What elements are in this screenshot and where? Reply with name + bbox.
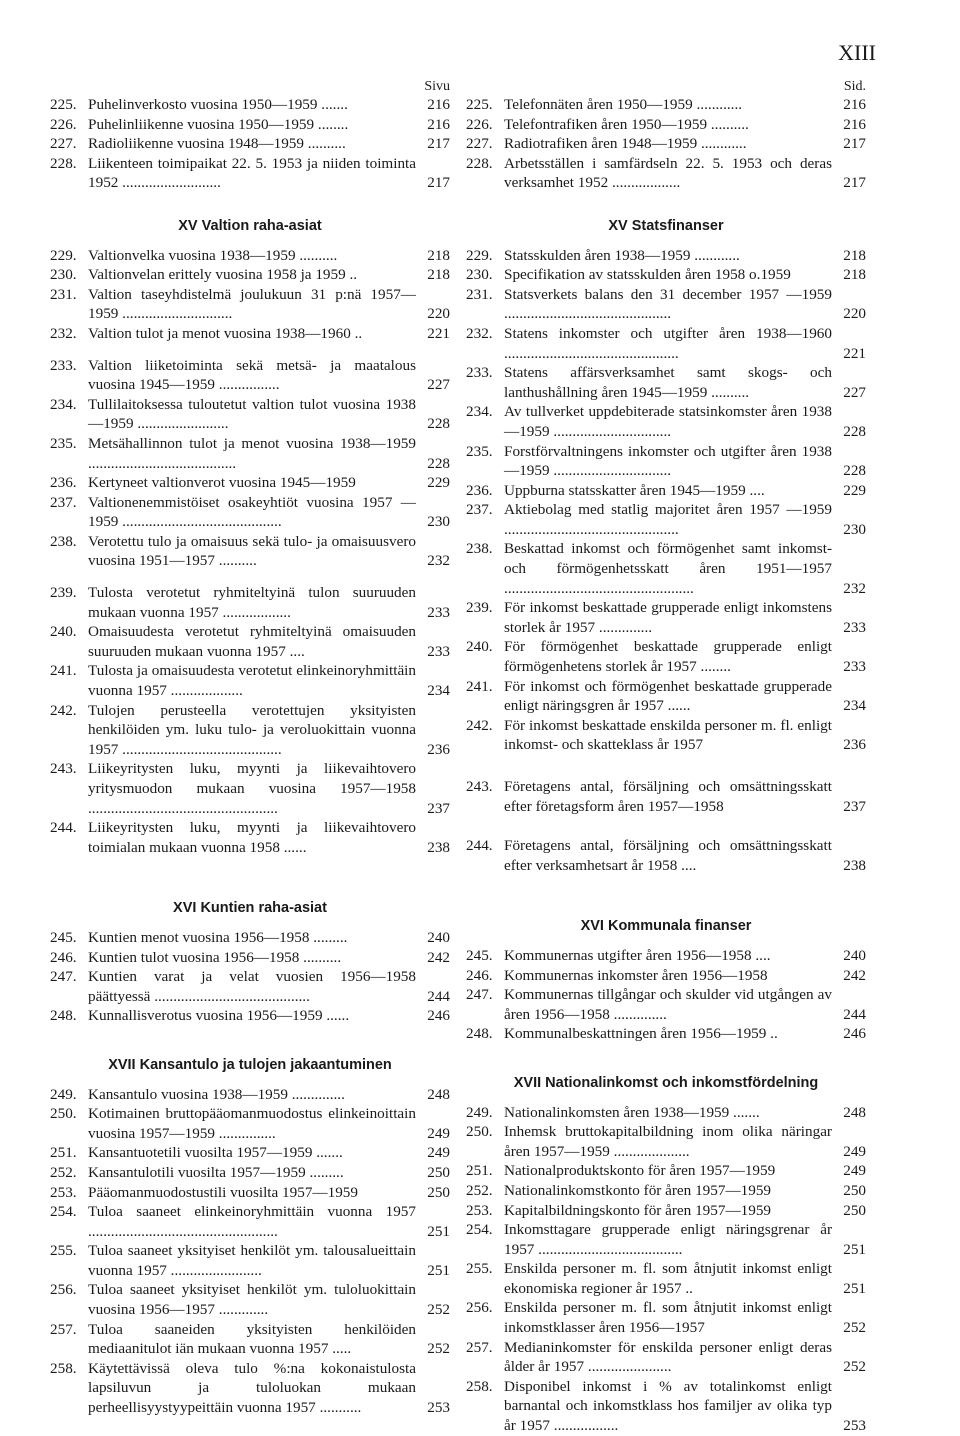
entry-number: 236. <box>50 474 77 492</box>
toc-entry <box>466 1181 866 1201</box>
entry-title: Valtion tulot ja menot vuosina 1938—1960 .. <box>88 324 363 342</box>
entry-title: Liikeyritysten luku, myynti ja liikevaihtovero yritysmuodon mukaan vuosina 1957—1958 .................................................. <box>88 760 416 817</box>
entry-page: 229 <box>843 481 866 499</box>
toc-entry <box>466 442 866 481</box>
toc-entry <box>466 285 866 324</box>
entry-title: Valtionvelan erittely vuosina 1958 ja 1959 .. <box>88 266 358 284</box>
toc-entry <box>466 1220 866 1259</box>
entry-number: 243. <box>50 760 77 778</box>
entry-title: Kansantulotili vuosilta 1957—1959 ......... <box>88 1163 344 1181</box>
page-number: XIII <box>838 40 876 65</box>
entry-title: Företagens antal, försäljning och omsättningsskatt efter verksamhetsart år 1958 .... <box>504 837 832 874</box>
page-column-label: Sivu <box>424 79 450 94</box>
entry-page: 216 <box>843 115 866 133</box>
toc-entry <box>50 324 450 344</box>
entry-number: 246. <box>50 948 77 966</box>
toc-entry <box>50 1163 450 1183</box>
toc-entry <box>50 1143 450 1163</box>
heading-spacer <box>466 237 866 246</box>
entry-number: 225. <box>50 96 77 113</box>
section-heading: XVII Kansantulo ja tulojen jakaantuminen <box>108 1056 392 1073</box>
entry-page: 232 <box>843 579 866 597</box>
entry-number: 226. <box>50 115 77 133</box>
entry-page: 229 <box>427 474 450 492</box>
entry-number: 235. <box>50 434 77 452</box>
entry-page: 240 <box>843 946 866 964</box>
entry-page: 253 <box>427 1399 450 1417</box>
heading-spacer <box>466 937 866 946</box>
page-column-label: Sid. <box>843 79 866 94</box>
entry-number: 236. <box>466 481 493 499</box>
toc-entry <box>50 154 450 193</box>
swedish-column <box>466 77 866 1436</box>
entry-title: Företagens antal, försäljning och omsättningsskatt efter företagsform åren 1957—1958 <box>504 778 832 815</box>
entry-page: 218 <box>427 246 450 264</box>
toc-entry <box>466 1259 866 1298</box>
toc-entry <box>50 1183 450 1203</box>
entry-title: Specifikation av statsskulden åren 1958 o.1959 <box>504 266 791 284</box>
toc-entry <box>50 246 450 266</box>
entry-page: 249 <box>843 1142 866 1160</box>
entry-page: 217 <box>843 174 866 192</box>
entry-number: 245. <box>50 928 77 946</box>
toc-entry <box>466 134 866 154</box>
toc-entry <box>50 1085 450 1105</box>
entry-page: 220 <box>843 305 866 323</box>
entry-number: 232. <box>466 324 493 342</box>
entry-number: 238. <box>466 540 493 558</box>
entry-title: Inhemsk bruttokapitalbildning inom olika näringar åren 1957—1959 .................... <box>504 1123 832 1160</box>
entry-title: Tulosta verotetut ryhmiteltyinä tulon suuruuden mukaan vuonna 1957 .................. <box>88 584 416 621</box>
toc-entry <box>50 701 450 760</box>
entry-number: 255. <box>50 1242 77 1260</box>
entry-number: 242. <box>50 701 77 719</box>
entry-number: 229. <box>466 246 493 264</box>
entry-number: 243. <box>466 778 493 795</box>
entry-number: 231. <box>466 285 493 303</box>
entry-page: 228 <box>427 415 450 433</box>
entry-title: Puhelinverkosto vuosina 1950—1959 ....... <box>88 96 348 113</box>
entry-title: Metsähallinnon tulot ja menot vuosina 1938—1959 ....................................... <box>88 434 416 472</box>
toc-entry <box>466 1298 866 1337</box>
entry-number: 231. <box>50 285 77 303</box>
entry-number: 250. <box>466 1123 493 1141</box>
heading-spacer <box>50 919 450 928</box>
entry-page: 227 <box>843 383 866 401</box>
entry-page: 217 <box>427 174 450 192</box>
entry-title: Disponibel inkomst i % av totalinkomst enligt barnantal och inkomstklass hos familjer av olika typ år 1957 ................. <box>504 1377 832 1435</box>
entry-title: För inkomst beskattade enskilda personer m. fl. enligt inkomst- och skatteklass år 1957 <box>504 716 832 754</box>
section-heading: XVI Kuntien raha-asiat <box>173 900 327 917</box>
toc-entry <box>466 677 866 716</box>
entry-number: 244. <box>466 837 493 855</box>
entry-page: 252 <box>427 1340 450 1358</box>
entry-title: Liikenteen toimipaikat 22. 5. 1953 ja niiden toiminta 1952 .......................... <box>88 154 416 192</box>
entry-page: 233 <box>427 603 450 621</box>
toc-entry <box>466 1338 866 1377</box>
entry-number: 247. <box>50 968 77 986</box>
entry-page: 246 <box>843 1025 866 1043</box>
entry-page: 253 <box>843 1417 866 1435</box>
toc-entry <box>466 985 866 1024</box>
entry-title: Valtionvelka vuosina 1938—1959 .......... <box>88 246 338 264</box>
toc-entry <box>466 265 866 285</box>
toc-entry <box>50 818 450 857</box>
finnish-column <box>50 77 450 1418</box>
entry-number: 254. <box>466 1221 493 1239</box>
entry-title: Liikeyritysten luku, myynti ja liikevaihtovero toimialan mukaan vuonna 1958 ...... <box>88 819 416 856</box>
entry-title: Statens inkomster och utgifter åren 1938—1960 .............................................. <box>504 324 832 362</box>
entry-page: 251 <box>843 1279 866 1297</box>
entry-title: Telefonnäten åren 1950—1959 ............ <box>504 96 743 113</box>
entry-page: 221 <box>427 324 450 342</box>
entry-number: 240. <box>466 638 493 656</box>
entry-title: Kansantuotetili vuosilta 1957—1959 ....... <box>88 1144 343 1162</box>
entry-number: 235. <box>466 442 493 460</box>
entry-number: 251. <box>50 1144 77 1162</box>
entry-number: 228. <box>466 154 493 172</box>
entry-title: För inkomst beskattade grupperade enligt inkomstens storlek år 1957 .............. <box>504 599 832 636</box>
entry-number: 252. <box>466 1181 493 1199</box>
toc-entry <box>50 265 450 285</box>
entry-number: 247. <box>466 986 493 1004</box>
toc-entry <box>50 134 450 154</box>
entry-title: Inkomsttagare grupperade enligt näringsgrenar år 1957 ...................................... <box>504 1221 832 1258</box>
entry-number: 233. <box>466 364 493 382</box>
entry-title: Kommunernas tillgångar och skulder vid utgången av åren 1956—1958 .............. <box>504 986 832 1023</box>
entry-number: 255. <box>466 1260 493 1278</box>
entry-number: 246. <box>466 966 493 984</box>
entry-page: 233 <box>843 618 866 636</box>
toc-entry <box>466 1201 866 1221</box>
entry-number: 254. <box>50 1203 77 1221</box>
entry-title: Verotettu tulo ja omaisuus sekä tulo- ja omaisuusvero vuosina 1951—1957 .......... <box>88 532 416 570</box>
section-spacer <box>466 1044 866 1074</box>
entry-page: 237 <box>843 797 866 815</box>
entry-page: 250 <box>843 1201 866 1219</box>
entry-number: 251. <box>466 1162 493 1180</box>
entry-page: 240 <box>427 928 450 946</box>
toc-entry <box>466 481 866 501</box>
entry-page: 233 <box>427 642 450 660</box>
entry-number: 256. <box>466 1299 493 1317</box>
entry-page: 236 <box>427 740 450 758</box>
entry-title: Kuntien tulot vuosina 1956—1958 .......... <box>88 948 342 966</box>
entry-number: 256. <box>50 1281 77 1299</box>
toc-entry <box>50 622 450 661</box>
entry-page: 242 <box>843 966 866 984</box>
entry-number: 241. <box>466 677 493 695</box>
entry-page: 237 <box>427 799 450 817</box>
entry-number: 238. <box>50 532 77 550</box>
entry-title: Kansantulo vuosina 1938—1959 .............. <box>88 1085 345 1103</box>
entry-page: 217 <box>427 135 450 153</box>
section-spacer <box>50 1026 450 1056</box>
entry-page: 220 <box>427 305 450 323</box>
entry-title: Puhelinliikenne vuosina 1950—1959 ........ <box>88 115 349 133</box>
entry-page: 248 <box>843 1103 866 1121</box>
toc-entry <box>466 637 866 676</box>
heading-spacer <box>466 1094 866 1103</box>
toc-entry <box>50 395 450 434</box>
entry-title: Kotimainen bruttopääomanmuodostus elinkeinoittain vuosina 1957—1959 ............... <box>88 1105 416 1142</box>
entry-title: Enskilda personer m. fl. som åtnjutit inkomst enligt inkomstklasser åren 1956—1957 <box>504 1299 832 1337</box>
entry-title: Arbetsställen i samfärdseln 22. 5. 1953 och deras verksamhet 1952 .................. <box>504 154 832 192</box>
toc-entry <box>50 1241 450 1280</box>
toc-entry <box>50 285 450 324</box>
entry-page: 238 <box>427 838 450 856</box>
entry-title: Tulosta ja omaisuudesta verotetut elinkeinoryhmittäin vuonna 1957 ................... <box>88 662 416 700</box>
entry-title: Statsverkets balans den 31 december 1957 —1959 ............................................ <box>504 285 832 323</box>
toc-entry <box>466 1103 866 1123</box>
toc-entry <box>466 115 866 135</box>
toc-entry <box>466 966 866 986</box>
toc-entry <box>466 246 866 266</box>
entry-number: 234. <box>50 395 77 413</box>
entry-page: 230 <box>843 520 866 538</box>
entry-page: 233 <box>843 658 866 676</box>
entry-page: 221 <box>843 344 866 362</box>
toc-entry <box>50 1280 450 1319</box>
entry-page: 230 <box>427 513 450 531</box>
toc-entry <box>50 967 450 1006</box>
entry-title: Kommunalbeskattningen åren 1956—1959 .. <box>504 1025 778 1043</box>
entry-page: 238 <box>843 856 866 874</box>
entry-number: 239. <box>466 599 493 617</box>
entry-title: Omaisuudesta verotetut ryhmiteltyinä omaisuuden suuruuden mukaan vuonna 1957 .... <box>88 623 416 660</box>
entry-page: 251 <box>843 1240 866 1258</box>
entry-page: 234 <box>427 682 450 700</box>
toc-entry <box>466 500 866 539</box>
entry-page: 227 <box>427 376 450 394</box>
entry-title: Aktiebolag med statlig majoritet åren 1957 —1959 .............................................. <box>504 501 832 538</box>
entry-title: Statens affärsverksamhet samt skogs- och lanthushållning åren 1945—1959 .......... <box>504 364 832 401</box>
entry-page: 248 <box>427 1085 450 1103</box>
entry-page: 249 <box>427 1124 450 1142</box>
entry-title: Av tullverket uppdebiterade statsinkomster åren 1938—1959 ............................... <box>504 403 832 440</box>
entry-title: Valtionenemmistöiset osakeyhtiöt vuosina 1957 —1959 .......................................... <box>88 493 416 531</box>
entry-number: 258. <box>50 1359 77 1377</box>
entry-number: 253. <box>466 1201 493 1219</box>
entry-number: 257. <box>50 1320 77 1338</box>
entry-number: 232. <box>50 324 77 342</box>
entry-number: 249. <box>466 1103 493 1121</box>
toc-entry <box>466 402 866 441</box>
entry-number: 227. <box>466 135 493 153</box>
entry-page: 218 <box>427 266 450 284</box>
toc-entry <box>50 473 450 493</box>
entry-number: 240. <box>50 623 77 641</box>
entry-title: Tullilaitoksessa tuloutetut valtion tulot vuosina 1938—1959 ........................ <box>88 395 416 433</box>
entry-number: 225. <box>466 96 493 113</box>
entry-number: 244. <box>50 819 77 837</box>
entry-title: Enskilda personer m. fl. som åtnjutit inkomst enligt ekonomiska regioner år 1957 .. <box>504 1260 832 1297</box>
entry-page: 236 <box>843 736 866 754</box>
entry-title: Telefontrafiken åren 1950—1959 .......... <box>504 115 749 133</box>
entry-number: 237. <box>466 501 493 519</box>
entry-title: För förmögenhet beskattade grupperade enligt förmögenhetens storlek år 1957 ........ <box>504 638 832 676</box>
entry-title: Nationalproduktskonto för åren 1957—1959 <box>504 1162 776 1180</box>
entry-number: 237. <box>50 493 77 511</box>
entry-title: Kuntien menot vuosina 1956—1958 ......... <box>88 928 348 946</box>
toc-entry <box>466 1122 866 1161</box>
section-heading: XVI Kommunala finanser <box>580 918 752 935</box>
entry-number: 230. <box>50 266 77 284</box>
entry-title: Forstförvaltningens inkomster och utgifter åren 1938—1959 ............................... <box>504 442 832 480</box>
entry-page: 217 <box>843 135 866 153</box>
toc-entry <box>466 363 866 402</box>
section-spacer <box>50 857 450 899</box>
entry-number: 230. <box>466 266 493 284</box>
entry-title: Tuloa saaneet yksityiset henkilöt ym. tuloluokittain vuosina 1956—1957 ............. <box>88 1281 416 1319</box>
entry-page: 252 <box>843 1358 866 1376</box>
entry-page: 232 <box>427 552 450 570</box>
entry-page: 246 <box>427 1007 450 1025</box>
toc-entry <box>466 1377 866 1436</box>
toc-entry <box>466 716 866 755</box>
entry-title: Tuloa saaneiden yksityisten henkilöiden mediaanitulot iän mukaan vuonna 1957 ..... <box>88 1320 416 1358</box>
entry-title: Kertyneet valtionverot vuosina 1945—1959 <box>88 474 356 492</box>
entry-page: 244 <box>427 987 450 1005</box>
entry-page: 216 <box>427 96 450 113</box>
toc-entry <box>50 532 450 571</box>
entry-number: 249. <box>50 1085 77 1103</box>
toc-entry <box>50 948 450 968</box>
entry-page: 251 <box>427 1261 450 1279</box>
entry-number: 248. <box>50 1007 77 1025</box>
entry-page: 250 <box>427 1183 450 1201</box>
entry-title: Uppburna statsskatter åren 1945—1959 .... <box>504 481 765 499</box>
entry-number: 226. <box>466 115 493 133</box>
entry-number: 227. <box>50 135 77 153</box>
entry-page: 251 <box>427 1222 450 1240</box>
toc-entry <box>50 1202 450 1241</box>
entry-number: 228. <box>50 154 77 172</box>
entry-title: Käytettävissä oleva tulo %:na kokonaistulosta lapsiluvun ja tuloluokan mukaan perheellisyystyypeittäin vuonna 1957 ........... <box>88 1359 416 1417</box>
entry-number: 253. <box>50 1183 77 1201</box>
toc-entry <box>50 434 450 473</box>
section-spacer <box>466 193 866 217</box>
entry-title: Kommunernas utgifter åren 1956—1958 .... <box>504 946 771 964</box>
entry-page: 249 <box>843 1162 866 1180</box>
entry-number: 252. <box>50 1163 77 1181</box>
entry-title: Kuntien varat ja velat vuosien 1956—1958 päättyessä ......................................... <box>88 968 416 1005</box>
entry-title: Kapitalbildningskonto för åren 1957—1959 <box>504 1201 772 1219</box>
toc-entry <box>466 95 866 115</box>
heading-spacer <box>50 1076 450 1085</box>
entry-title: Tuloa saaneet elinkeinoryhmittäin vuonna 1957 .................................................. <box>88 1203 416 1240</box>
entry-page: 242 <box>427 948 450 966</box>
toc-entry <box>50 583 450 622</box>
entry-page: 249 <box>427 1144 450 1162</box>
entry-title: Statsskulden åren 1938—1959 ............ <box>504 246 740 264</box>
entry-number: 239. <box>50 584 77 602</box>
toc-entry <box>466 946 866 966</box>
entry-title: Beskattad inkomst och förmögenhet samt inkomst- och förmögenhetsskatt åren 1951—1957 .................................................. <box>504 540 832 597</box>
toc-entry <box>466 154 866 193</box>
section-heading: XV Statsfinanser <box>608 217 724 234</box>
toc-entry <box>50 759 450 818</box>
toc-entry <box>466 539 866 598</box>
entry-title: Kommunernas inkomster åren 1956—1958 <box>504 966 768 984</box>
section-heading: XV Valtion raha-asiat <box>178 217 322 234</box>
entry-title: Radiotrafiken åren 1948—1959 ............ <box>504 135 747 153</box>
entry-title: Tulojen perusteella verotettujen yksityisten henkilöiden ym. luku tulo- ja veroluokittain vuonna 1957 .......................................... <box>88 701 416 758</box>
toc-entry <box>466 1024 866 1044</box>
heading-spacer <box>50 237 450 246</box>
toc-entry <box>50 1006 450 1026</box>
entry-number: 250. <box>50 1105 77 1123</box>
toc-entry <box>50 1359 450 1418</box>
toc-entry <box>50 356 450 395</box>
toc-entry <box>50 1104 450 1143</box>
section-spacer <box>466 875 866 917</box>
entry-page: 234 <box>843 697 866 715</box>
entry-number: 229. <box>50 246 77 264</box>
entry-title: Medianinkomster för enskilda personer enligt deras ålder år 1957 ...................... <box>504 1338 832 1376</box>
section-spacer <box>50 193 450 217</box>
toc-entry <box>50 1320 450 1359</box>
entry-number: 241. <box>50 662 77 680</box>
entry-page: 228 <box>427 454 450 472</box>
section-heading: XVII Nationalinkomst och inkomstfördelning <box>513 1074 819 1091</box>
entry-number: 233. <box>50 356 77 374</box>
entry-number: 234. <box>466 403 493 421</box>
entry-number: 258. <box>466 1377 493 1395</box>
toc-entry <box>466 598 866 637</box>
entry-number: 257. <box>466 1338 493 1356</box>
entry-title: Nationalinkomsten åren 1938—1959 ....... <box>504 1103 760 1121</box>
toc-entry <box>466 1161 866 1181</box>
entry-page: 228 <box>843 422 866 440</box>
entry-page: 250 <box>843 1181 866 1199</box>
entry-page: 218 <box>843 246 866 264</box>
toc-entry <box>466 836 866 875</box>
entry-page: 218 <box>843 266 866 284</box>
entry-title: Tuloa saaneet yksityiset henkilöt ym. talousalueittain vuonna 1957 ........................ <box>88 1242 416 1279</box>
toc-entry <box>50 115 450 135</box>
entry-number: 242. <box>466 716 493 734</box>
entry-page: 216 <box>427 115 450 133</box>
entry-page: 228 <box>843 462 866 480</box>
entry-page: 216 <box>843 96 866 113</box>
entry-page: 252 <box>843 1319 866 1337</box>
toc-entry <box>50 95 450 115</box>
entry-number: 245. <box>466 946 493 964</box>
entry-title: Kunnallisverotus vuosina 1956—1959 ...... <box>88 1007 350 1025</box>
entry-title: Valtion liiketoiminta sekä metsä- ja maatalous vuosina 1945—1959 ................ <box>88 356 416 394</box>
toc-entry <box>50 928 450 948</box>
toc-entry <box>50 493 450 532</box>
entry-page: 244 <box>843 1005 866 1023</box>
toc-entry <box>466 324 866 363</box>
entry-number: 248. <box>466 1025 493 1043</box>
toc-entry <box>466 777 866 816</box>
entry-title: För inkomst och förmögenhet beskattade grupperade enligt näringsgren år 1957 ...... <box>504 677 832 715</box>
entry-title: Valtion taseyhdistelmä joulukuun 31 p:nä 1957—1959 ............................. <box>88 285 416 323</box>
entry-title: Radioliikenne vuosina 1948—1959 .......... <box>88 135 346 153</box>
entry-title: Nationalinkomstkonto för åren 1957—1959 <box>504 1181 772 1199</box>
entry-page: 252 <box>427 1301 450 1319</box>
entry-page: 250 <box>427 1163 450 1181</box>
toc-entry <box>50 661 450 700</box>
entry-title: Pääomanmuodostustili vuosilta 1957—1959 <box>88 1183 358 1201</box>
